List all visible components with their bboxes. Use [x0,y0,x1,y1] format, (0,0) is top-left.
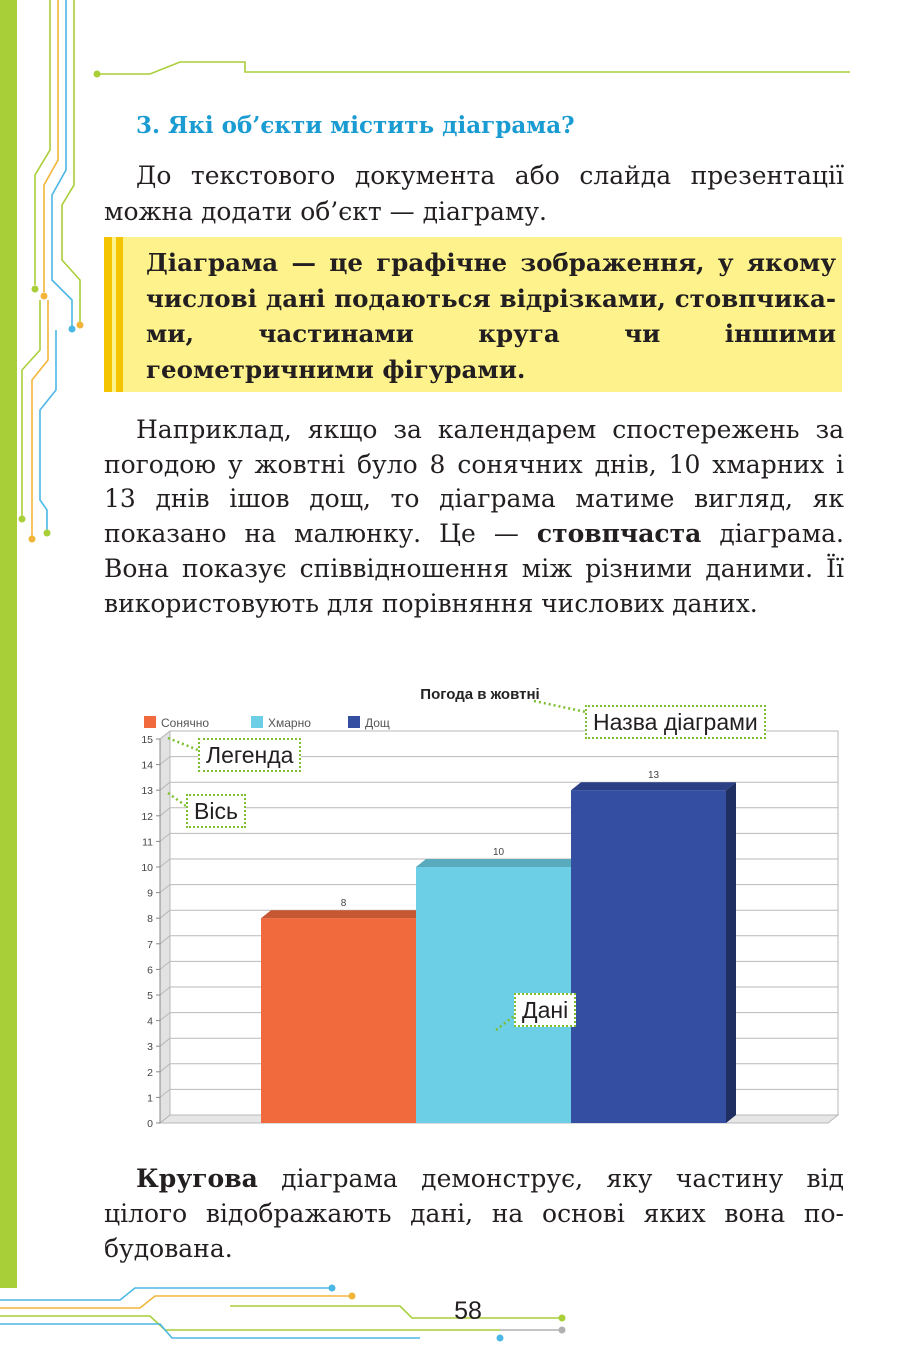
pie-text: діаграма демонструє, яку частину від цілого відображають дані, на основі яких вона побудована. [104,1164,844,1263]
legend-label-0: Сонячно [161,716,210,730]
callout-chart-title: Назва діаграми [585,705,766,739]
y-tick-label: 14 [141,759,153,772]
bar-value-label: 13 [647,770,660,782]
y-tick-label: 4 [147,1015,153,1028]
y-tick-label: 6 [147,964,153,977]
y-tick-label: 10 [141,862,153,874]
legend-label-2: Дощ [365,716,390,730]
bar-value-label: 10 [492,847,505,858]
y-tick-label: 15 [141,734,153,746]
page-number: 58 [454,1297,482,1325]
pie-paragraph [104,1161,844,1266]
y-tick-label: 3 [147,1041,153,1054]
example-text-before: Наприклад, якщо за календарем спостережень за погодою у жовтні було 8 сонячних днів, 10 хмарних і 13 днів ішов дощ, то діаграма матиме вигляд, як показано на малюнку. Це — [104,415,844,549]
y-tick-label: 8 [147,913,153,926]
y-tick-label: 12 [141,810,153,823]
example-text-after: діаграма. Вона показує співвідношення між різними даними. Її використовують для порівняння числових даних. [104,519,844,618]
y-tick-label: 7 [147,938,153,951]
callout-axis: Вісь [186,794,246,828]
y-tick-label: 13 [141,785,153,798]
legend-label-1: Хмарно [268,716,311,730]
y-tick-label: 11 [142,836,153,849]
y-tick-label: 5 [147,990,153,1002]
y-tick-label: 2 [147,1066,153,1079]
intro-text: До текстового документа або слайда презентації можна додати об’єкт — діаграму. [104,161,844,226]
section-heading: 3. Які об’єкти містить діаграма? [136,112,575,139]
callout-data: Дані [514,993,576,1027]
callout-legend: Легенда [198,738,301,772]
pie-bold-word: Кругова [136,1164,258,1193]
y-tick-label: 0 [147,1118,153,1130]
y-tick-label: 9 [147,887,153,900]
y-tick-label: 1 [147,1092,153,1105]
chart-title: Погода в жовтні [420,686,540,703]
definition-text: Діаграма — це графічне зображення, у якому числові дані подаються відрізками, стовпчиками, частинами круга чи іншими геометричними фігурами. [146,248,836,384]
bar-value-label: 8 [340,898,347,910]
example-bold-word: стовпчаста [536,519,702,549]
